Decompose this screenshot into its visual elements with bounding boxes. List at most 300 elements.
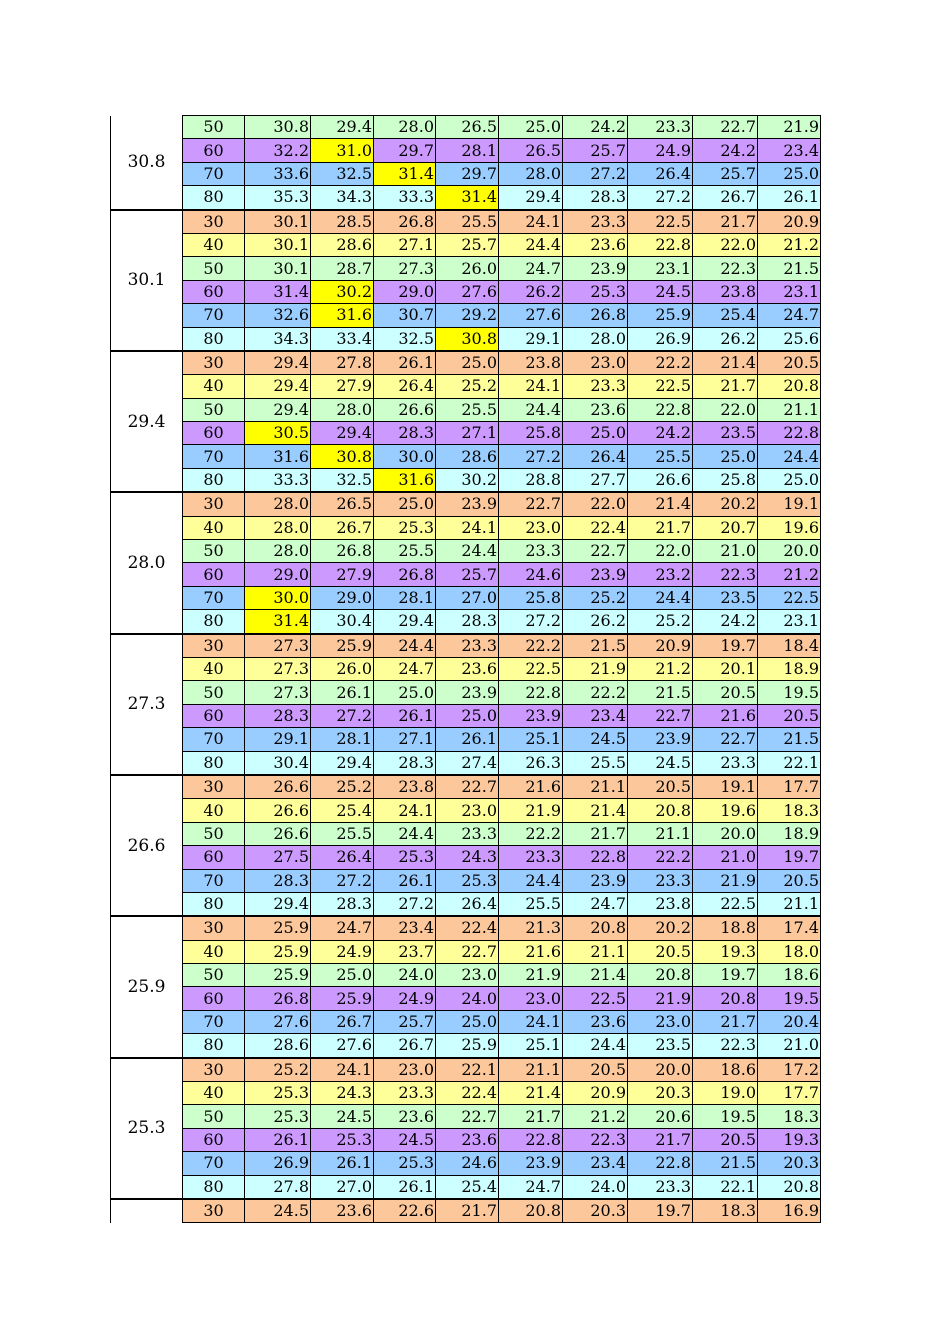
- value-cell[interactable]: 25.0: [436, 704, 499, 727]
- value-cell[interactable]: 26.6: [628, 468, 693, 492]
- value-cell[interactable]: 19.6: [758, 516, 821, 539]
- value-cell[interactable]: 23.0: [374, 1058, 436, 1082]
- value-cell[interactable]: 26.9: [245, 1152, 311, 1175]
- value-cell[interactable]: 20.9: [628, 634, 693, 658]
- humidity-cell[interactable]: 40: [183, 233, 245, 256]
- value-cell[interactable]: 28.0: [245, 492, 311, 516]
- humidity-cell[interactable]: 50: [183, 1105, 245, 1128]
- value-cell[interactable]: 22.4: [436, 916, 499, 940]
- value-cell[interactable]: 25.7: [693, 162, 758, 185]
- group-label[interactable]: 25.9: [111, 916, 183, 1057]
- value-cell[interactable]: 27.2: [374, 892, 436, 916]
- value-cell[interactable]: 22.7: [563, 540, 628, 563]
- value-cell[interactable]: 27.2: [311, 704, 374, 727]
- value-cell[interactable]: 21.7: [693, 1010, 758, 1033]
- value-cell[interactable]: 20.2: [628, 916, 693, 940]
- value-cell[interactable]: 24.5: [311, 1105, 374, 1128]
- humidity-cell[interactable]: 70: [183, 1010, 245, 1033]
- value-cell[interactable]: 20.2: [693, 492, 758, 516]
- value-cell[interactable]: 23.0: [499, 987, 563, 1010]
- value-cell[interactable]: 23.5: [693, 422, 758, 445]
- value-cell[interactable]: 30.1: [245, 210, 311, 234]
- value-cell[interactable]: 23.0: [628, 1010, 693, 1033]
- value-cell[interactable]: 23.9: [436, 681, 499, 704]
- value-cell[interactable]: 22.5: [499, 657, 563, 680]
- value-cell[interactable]: 21.9: [563, 657, 628, 680]
- value-cell[interactable]: 22.4: [436, 1082, 499, 1105]
- value-cell[interactable]: 24.4: [499, 869, 563, 892]
- value-cell[interactable]: 25.5: [374, 540, 436, 563]
- value-cell[interactable]: 26.8: [563, 304, 628, 327]
- value-cell[interactable]: 22.8: [628, 398, 693, 421]
- value-cell[interactable]: 25.1: [499, 728, 563, 751]
- value-cell[interactable]: 30.8: [311, 445, 374, 468]
- value-cell[interactable]: 22.4: [563, 516, 628, 539]
- value-cell[interactable]: 28.3: [374, 751, 436, 775]
- value-cell[interactable]: 27.2: [628, 186, 693, 210]
- value-cell[interactable]: 25.9: [311, 634, 374, 658]
- value-cell[interactable]: 32.5: [311, 162, 374, 185]
- value-cell[interactable]: 20.5: [758, 351, 821, 375]
- value-cell[interactable]: 23.3: [374, 1082, 436, 1105]
- value-cell[interactable]: 25.9: [628, 304, 693, 327]
- value-cell[interactable]: 23.9: [499, 1152, 563, 1175]
- value-cell[interactable]: 21.9: [628, 987, 693, 1010]
- value-cell[interactable]: 24.4: [758, 445, 821, 468]
- value-cell[interactable]: 24.7: [563, 892, 628, 916]
- value-cell[interactable]: 27.3: [245, 657, 311, 680]
- humidity-cell[interactable]: 80: [183, 327, 245, 351]
- value-cell[interactable]: 19.1: [758, 492, 821, 516]
- humidity-cell[interactable]: 30: [183, 492, 245, 516]
- value-cell[interactable]: 24.5: [374, 1128, 436, 1151]
- value-cell[interactable]: 20.0: [758, 540, 821, 563]
- value-cell[interactable]: 25.3: [563, 280, 628, 303]
- value-cell[interactable]: 21.4: [499, 1082, 563, 1105]
- value-cell[interactable]: 28.7: [311, 257, 374, 280]
- value-cell[interactable]: 27.4: [436, 751, 499, 775]
- humidity-cell[interactable]: 30: [183, 634, 245, 658]
- value-cell[interactable]: 26.2: [499, 280, 563, 303]
- value-cell[interactable]: 21.7: [436, 1199, 499, 1223]
- humidity-cell[interactable]: 60: [183, 846, 245, 869]
- value-cell[interactable]: 28.3: [563, 186, 628, 210]
- value-cell[interactable]: 27.1: [374, 233, 436, 256]
- value-cell[interactable]: 20.8: [628, 799, 693, 822]
- value-cell[interactable]: 22.0: [563, 492, 628, 516]
- value-cell[interactable]: 27.6: [311, 1034, 374, 1058]
- value-cell[interactable]: 23.3: [563, 375, 628, 398]
- value-cell[interactable]: 23.3: [499, 846, 563, 869]
- value-cell[interactable]: 31.4: [436, 186, 499, 210]
- value-cell[interactable]: 32.6: [245, 304, 311, 327]
- humidity-cell[interactable]: 40: [183, 516, 245, 539]
- value-cell[interactable]: 24.4: [563, 1034, 628, 1058]
- value-cell[interactable]: 21.6: [499, 940, 563, 963]
- value-cell[interactable]: 27.6: [245, 1010, 311, 1033]
- value-cell[interactable]: 26.1: [374, 1175, 436, 1199]
- value-cell[interactable]: 29.0: [245, 563, 311, 586]
- value-cell[interactable]: 20.0: [628, 1058, 693, 1082]
- value-cell[interactable]: 22.1: [758, 751, 821, 775]
- value-cell[interactable]: 22.6: [374, 1199, 436, 1223]
- value-cell[interactable]: 26.1: [374, 704, 436, 727]
- value-cell[interactable]: 23.9: [563, 563, 628, 586]
- value-cell[interactable]: 23.9: [563, 869, 628, 892]
- value-cell[interactable]: 33.4: [311, 327, 374, 351]
- value-cell[interactable]: 21.4: [563, 964, 628, 987]
- value-cell[interactable]: 30.4: [245, 751, 311, 775]
- value-cell[interactable]: 24.7: [499, 1175, 563, 1199]
- value-cell[interactable]: 21.2: [758, 563, 821, 586]
- value-cell[interactable]: 23.4: [563, 704, 628, 727]
- value-cell[interactable]: 19.6: [693, 799, 758, 822]
- humidity-cell[interactable]: 30: [183, 775, 245, 799]
- value-cell[interactable]: 22.7: [436, 1105, 499, 1128]
- value-cell[interactable]: 27.6: [436, 280, 499, 303]
- value-cell[interactable]: 20.4: [758, 1010, 821, 1033]
- value-cell[interactable]: 23.3: [436, 822, 499, 845]
- group-label[interactable]: 26.6: [111, 775, 183, 916]
- value-cell[interactable]: 28.3: [374, 422, 436, 445]
- value-cell[interactable]: 21.9: [758, 116, 821, 139]
- value-cell[interactable]: 21.5: [693, 1152, 758, 1175]
- value-cell[interactable]: 18.9: [758, 657, 821, 680]
- value-cell[interactable]: 23.6: [311, 1199, 374, 1223]
- value-cell[interactable]: 24.2: [628, 422, 693, 445]
- humidity-cell[interactable]: 50: [183, 257, 245, 280]
- value-cell[interactable]: 22.7: [499, 492, 563, 516]
- value-cell[interactable]: 24.1: [499, 1010, 563, 1033]
- value-cell[interactable]: 27.3: [374, 257, 436, 280]
- value-cell[interactable]: 21.1: [758, 892, 821, 916]
- value-cell[interactable]: 22.7: [693, 728, 758, 751]
- value-cell[interactable]: 33.6: [245, 162, 311, 185]
- value-cell[interactable]: 26.6: [245, 822, 311, 845]
- group-label[interactable]: 25.3: [111, 1058, 183, 1199]
- value-cell[interactable]: 25.7: [436, 563, 499, 586]
- value-cell[interactable]: 16.9: [758, 1199, 821, 1223]
- value-cell[interactable]: 29.0: [374, 280, 436, 303]
- value-cell[interactable]: 18.9: [758, 822, 821, 845]
- value-cell[interactable]: 28.3: [245, 704, 311, 727]
- value-cell[interactable]: 20.1: [693, 657, 758, 680]
- value-cell[interactable]: 22.3: [693, 563, 758, 586]
- value-cell[interactable]: 27.1: [436, 422, 499, 445]
- value-cell[interactable]: 18.6: [758, 964, 821, 987]
- value-cell[interactable]: 23.0: [436, 964, 499, 987]
- value-cell[interactable]: 22.8: [628, 233, 693, 256]
- humidity-cell[interactable]: 80: [183, 468, 245, 492]
- value-cell[interactable]: 25.5: [436, 210, 499, 234]
- value-cell[interactable]: 23.1: [758, 610, 821, 634]
- value-cell[interactable]: 30.0: [374, 445, 436, 468]
- value-cell[interactable]: 24.0: [436, 987, 499, 1010]
- value-cell[interactable]: 24.9: [628, 139, 693, 162]
- value-cell[interactable]: 27.9: [311, 375, 374, 398]
- value-cell[interactable]: 20.5: [563, 1058, 628, 1082]
- value-cell[interactable]: 29.4: [311, 422, 374, 445]
- humidity-cell[interactable]: 40: [183, 375, 245, 398]
- value-cell[interactable]: 29.7: [374, 139, 436, 162]
- value-cell[interactable]: 19.7: [628, 1199, 693, 1223]
- value-cell[interactable]: 20.3: [758, 1152, 821, 1175]
- value-cell[interactable]: 30.2: [311, 280, 374, 303]
- value-cell[interactable]: 25.0: [563, 422, 628, 445]
- value-cell[interactable]: 25.4: [693, 304, 758, 327]
- value-cell[interactable]: 26.4: [436, 892, 499, 916]
- value-cell[interactable]: 26.3: [499, 751, 563, 775]
- value-cell[interactable]: 24.1: [374, 799, 436, 822]
- value-cell[interactable]: 23.8: [628, 892, 693, 916]
- value-cell[interactable]: 22.2: [628, 846, 693, 869]
- value-cell[interactable]: 28.3: [436, 610, 499, 634]
- value-cell[interactable]: 24.7: [499, 257, 563, 280]
- humidity-cell[interactable]: 50: [183, 116, 245, 139]
- value-cell[interactable]: 25.2: [628, 610, 693, 634]
- value-cell[interactable]: 18.8: [693, 916, 758, 940]
- value-cell[interactable]: 22.2: [628, 351, 693, 375]
- value-cell[interactable]: 23.5: [693, 586, 758, 609]
- value-cell[interactable]: 26.4: [628, 162, 693, 185]
- humidity-cell[interactable]: 80: [183, 610, 245, 634]
- value-cell[interactable]: 23.6: [563, 398, 628, 421]
- value-cell[interactable]: 24.2: [693, 610, 758, 634]
- value-cell[interactable]: 25.8: [693, 468, 758, 492]
- value-cell[interactable]: 26.1: [374, 351, 436, 375]
- value-cell[interactable]: 30.8: [245, 116, 311, 139]
- value-cell[interactable]: 22.7: [436, 775, 499, 799]
- humidity-cell[interactable]: 60: [183, 1128, 245, 1151]
- value-cell[interactable]: 25.9: [245, 940, 311, 963]
- value-cell[interactable]: 26.8: [311, 540, 374, 563]
- humidity-cell[interactable]: 70: [183, 445, 245, 468]
- value-cell[interactable]: 21.7: [563, 822, 628, 845]
- value-cell[interactable]: 22.0: [628, 540, 693, 563]
- humidity-cell[interactable]: 60: [183, 563, 245, 586]
- value-cell[interactable]: 22.7: [693, 116, 758, 139]
- value-cell[interactable]: 26.1: [245, 1128, 311, 1151]
- value-cell[interactable]: 23.3: [563, 210, 628, 234]
- value-cell[interactable]: 24.2: [563, 116, 628, 139]
- value-cell[interactable]: 27.6: [499, 304, 563, 327]
- value-cell[interactable]: 21.2: [758, 233, 821, 256]
- value-cell[interactable]: 21.7: [628, 516, 693, 539]
- humidity-cell[interactable]: 50: [183, 681, 245, 704]
- value-cell[interactable]: 27.3: [245, 681, 311, 704]
- value-cell[interactable]: 20.6: [628, 1105, 693, 1128]
- value-cell[interactable]: 24.3: [311, 1082, 374, 1105]
- value-cell[interactable]: 23.0: [436, 799, 499, 822]
- value-cell[interactable]: 21.2: [563, 1105, 628, 1128]
- value-cell[interactable]: 32.2: [245, 139, 311, 162]
- humidity-cell[interactable]: 40: [183, 657, 245, 680]
- value-cell[interactable]: 26.1: [758, 186, 821, 210]
- value-cell[interactable]: 25.3: [245, 1105, 311, 1128]
- value-cell[interactable]: 23.3: [436, 634, 499, 658]
- value-cell[interactable]: 26.1: [311, 681, 374, 704]
- value-cell[interactable]: 21.5: [758, 728, 821, 751]
- value-cell[interactable]: 20.5: [758, 704, 821, 727]
- value-cell[interactable]: 17.7: [758, 1082, 821, 1105]
- value-cell[interactable]: 25.6: [758, 327, 821, 351]
- value-cell[interactable]: 25.3: [374, 516, 436, 539]
- value-cell[interactable]: 22.8: [563, 846, 628, 869]
- value-cell[interactable]: 25.0: [374, 492, 436, 516]
- value-cell[interactable]: 23.3: [628, 116, 693, 139]
- value-cell[interactable]: 19.5: [758, 681, 821, 704]
- value-cell[interactable]: 26.4: [563, 445, 628, 468]
- humidity-cell[interactable]: 50: [183, 964, 245, 987]
- value-cell[interactable]: 23.6: [374, 1105, 436, 1128]
- humidity-cell[interactable]: 40: [183, 799, 245, 822]
- value-cell[interactable]: 25.0: [693, 445, 758, 468]
- value-cell[interactable]: 19.7: [693, 964, 758, 987]
- value-cell[interactable]: 28.0: [245, 540, 311, 563]
- value-cell[interactable]: 22.0: [693, 398, 758, 421]
- value-cell[interactable]: 26.8: [374, 210, 436, 234]
- value-cell[interactable]: 19.0: [693, 1082, 758, 1105]
- value-cell[interactable]: 18.3: [693, 1199, 758, 1223]
- value-cell[interactable]: 29.4: [499, 186, 563, 210]
- humidity-cell[interactable]: 50: [183, 822, 245, 845]
- value-cell[interactable]: 25.8: [499, 422, 563, 445]
- value-cell[interactable]: 18.4: [758, 634, 821, 658]
- value-cell[interactable]: 25.9: [245, 916, 311, 940]
- value-cell[interactable]: 22.3: [563, 1128, 628, 1151]
- humidity-cell[interactable]: 30: [183, 1058, 245, 1082]
- value-cell[interactable]: 29.4: [311, 751, 374, 775]
- value-cell[interactable]: 31.4: [245, 280, 311, 303]
- value-cell[interactable]: 22.5: [758, 586, 821, 609]
- value-cell[interactable]: 33.3: [374, 186, 436, 210]
- value-cell[interactable]: 22.8: [758, 422, 821, 445]
- value-cell[interactable]: 27.8: [311, 351, 374, 375]
- value-cell[interactable]: 21.6: [693, 704, 758, 727]
- value-cell[interactable]: 23.5: [628, 1034, 693, 1058]
- value-cell[interactable]: 26.2: [693, 327, 758, 351]
- value-cell[interactable]: 30.2: [436, 468, 499, 492]
- value-cell[interactable]: 21.2: [628, 657, 693, 680]
- value-cell[interactable]: 26.7: [311, 516, 374, 539]
- value-cell[interactable]: 22.3: [693, 257, 758, 280]
- value-cell[interactable]: 23.1: [628, 257, 693, 280]
- value-cell[interactable]: 26.7: [374, 1034, 436, 1058]
- value-cell[interactable]: 20.3: [563, 1199, 628, 1223]
- value-cell[interactable]: 31.6: [311, 304, 374, 327]
- value-cell[interactable]: 21.1: [499, 1058, 563, 1082]
- value-cell[interactable]: 29.4: [245, 892, 311, 916]
- value-cell[interactable]: 26.6: [374, 398, 436, 421]
- value-cell[interactable]: 23.9: [499, 704, 563, 727]
- value-cell[interactable]: 24.0: [374, 964, 436, 987]
- value-cell[interactable]: 28.1: [311, 728, 374, 751]
- value-cell[interactable]: 22.7: [628, 704, 693, 727]
- value-cell[interactable]: 27.1: [374, 728, 436, 751]
- value-cell[interactable]: 23.4: [758, 139, 821, 162]
- value-cell[interactable]: 20.8: [693, 987, 758, 1010]
- value-cell[interactable]: 21.1: [563, 775, 628, 799]
- humidity-cell[interactable]: 30: [183, 351, 245, 375]
- value-cell[interactable]: 26.5: [311, 492, 374, 516]
- value-cell[interactable]: 22.5: [563, 987, 628, 1010]
- value-cell[interactable]: 22.5: [628, 375, 693, 398]
- value-cell[interactable]: 28.0: [374, 116, 436, 139]
- value-cell[interactable]: 20.7: [693, 516, 758, 539]
- value-cell[interactable]: 28.0: [563, 327, 628, 351]
- value-cell[interactable]: 26.1: [311, 1152, 374, 1175]
- value-cell[interactable]: 28.5: [311, 210, 374, 234]
- value-cell[interactable]: 29.4: [245, 351, 311, 375]
- value-cell[interactable]: 25.0: [374, 681, 436, 704]
- humidity-cell[interactable]: 30: [183, 210, 245, 234]
- value-cell[interactable]: 26.4: [374, 375, 436, 398]
- value-cell[interactable]: 25.4: [436, 1175, 499, 1199]
- value-cell[interactable]: 27.9: [311, 563, 374, 586]
- value-cell[interactable]: 29.2: [436, 304, 499, 327]
- value-cell[interactable]: 20.5: [628, 940, 693, 963]
- value-cell[interactable]: 32.5: [311, 468, 374, 492]
- value-cell[interactable]: 28.8: [499, 468, 563, 492]
- value-cell[interactable]: 20.8: [499, 1199, 563, 1223]
- value-cell[interactable]: 23.0: [499, 516, 563, 539]
- value-cell[interactable]: 23.6: [436, 657, 499, 680]
- value-cell[interactable]: 31.0: [311, 139, 374, 162]
- humidity-cell[interactable]: 60: [183, 280, 245, 303]
- value-cell[interactable]: 26.0: [311, 657, 374, 680]
- value-cell[interactable]: 26.9: [628, 327, 693, 351]
- value-cell[interactable]: 20.8: [758, 1175, 821, 1199]
- value-cell[interactable]: 21.4: [628, 492, 693, 516]
- humidity-cell[interactable]: 30: [183, 916, 245, 940]
- value-cell[interactable]: 26.8: [245, 987, 311, 1010]
- value-cell[interactable]: 21.1: [758, 398, 821, 421]
- value-cell[interactable]: 25.0: [758, 162, 821, 185]
- value-cell[interactable]: 21.5: [563, 634, 628, 658]
- value-cell[interactable]: 23.9: [628, 728, 693, 751]
- value-cell[interactable]: 20.9: [563, 1082, 628, 1105]
- value-cell[interactable]: 26.5: [436, 116, 499, 139]
- humidity-cell[interactable]: 60: [183, 987, 245, 1010]
- value-cell[interactable]: 30.1: [245, 233, 311, 256]
- value-cell[interactable]: 22.2: [499, 634, 563, 658]
- value-cell[interactable]: 29.4: [245, 398, 311, 421]
- value-cell[interactable]: 21.1: [563, 940, 628, 963]
- value-cell[interactable]: 26.8: [374, 563, 436, 586]
- value-cell[interactable]: 18.3: [758, 1105, 821, 1128]
- value-cell[interactable]: 25.2: [436, 375, 499, 398]
- value-cell[interactable]: 29.7: [436, 162, 499, 185]
- value-cell[interactable]: 20.8: [628, 964, 693, 987]
- value-cell[interactable]: 25.9: [245, 964, 311, 987]
- value-cell[interactable]: 25.9: [311, 987, 374, 1010]
- value-cell[interactable]: 26.0: [436, 257, 499, 280]
- value-cell[interactable]: 27.2: [563, 162, 628, 185]
- value-cell[interactable]: 31.4: [374, 162, 436, 185]
- value-cell[interactable]: 34.3: [245, 327, 311, 351]
- value-cell[interactable]: 22.0: [693, 233, 758, 256]
- value-cell[interactable]: 25.2: [311, 775, 374, 799]
- value-cell[interactable]: 24.4: [436, 540, 499, 563]
- value-cell[interactable]: 27.0: [436, 586, 499, 609]
- group-label[interactable]: 30.1: [111, 210, 183, 351]
- humidity-cell[interactable]: 80: [183, 751, 245, 775]
- value-cell[interactable]: 18.3: [758, 799, 821, 822]
- value-cell[interactable]: 26.1: [374, 869, 436, 892]
- value-cell[interactable]: 28.3: [245, 869, 311, 892]
- value-cell[interactable]: 23.6: [563, 1010, 628, 1033]
- value-cell[interactable]: 27.2: [499, 610, 563, 634]
